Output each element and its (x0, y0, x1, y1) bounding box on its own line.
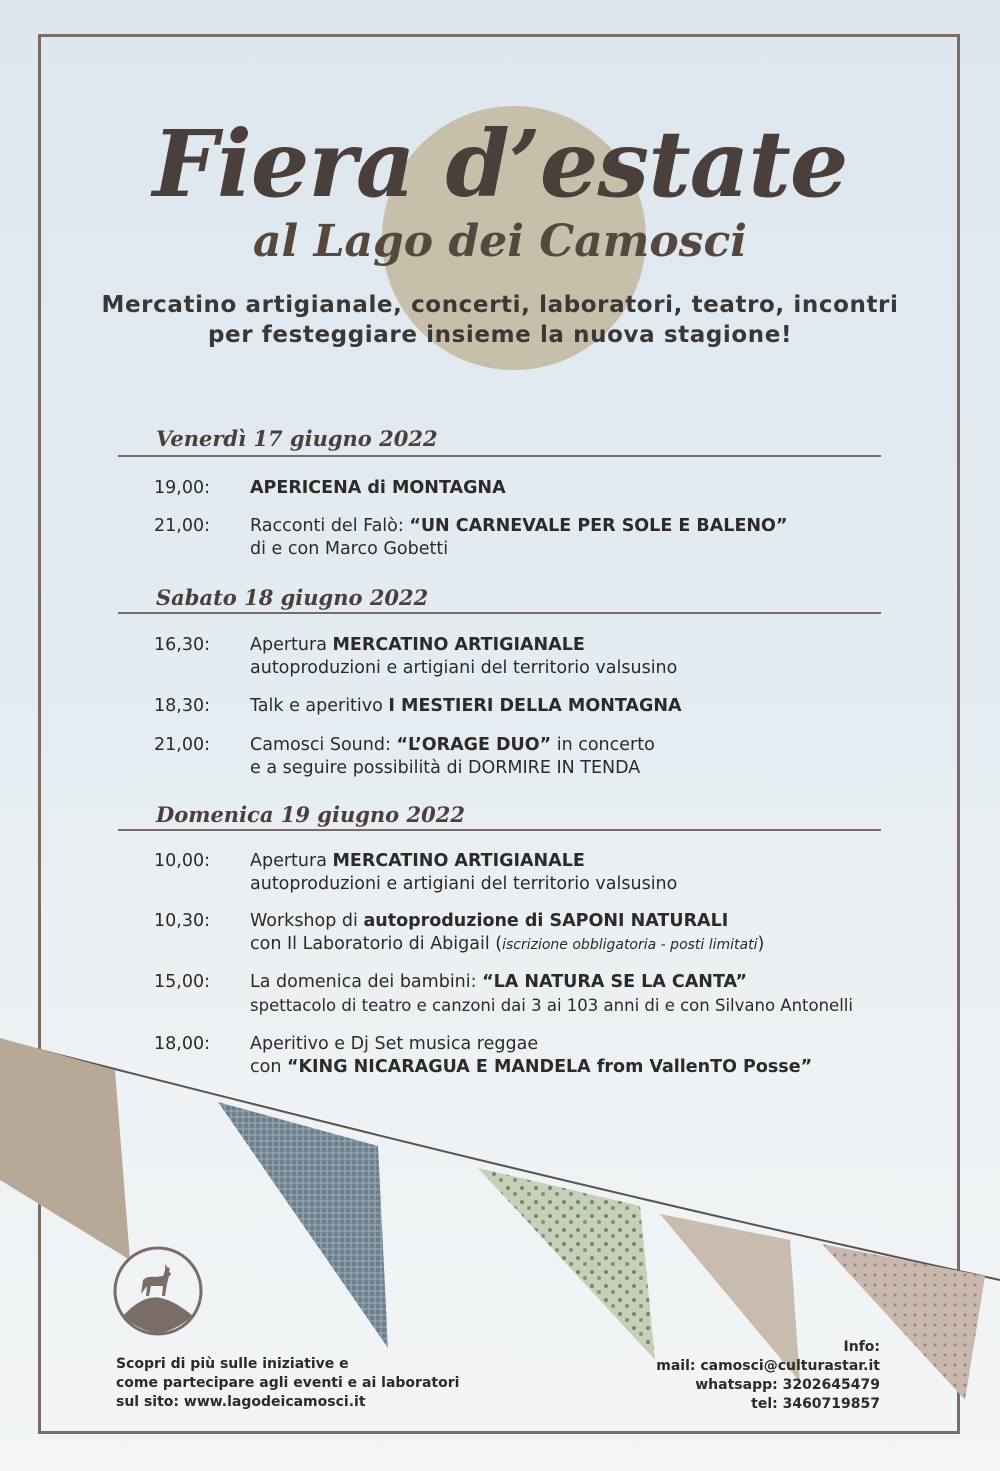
chamois-on-rock-icon (113, 1246, 203, 1336)
event-intro: Workshop di (250, 911, 364, 931)
event-description (250, 477, 910, 500)
footer-email: mail: camosci@culturastar.it (656, 1358, 880, 1374)
event-detail: autoproduzioni e artigiani del territorio valsusino (250, 658, 678, 678)
day-title-friday: Venerdì 17 giugno 2022 (156, 426, 438, 451)
event-time: 21,00: (154, 516, 210, 536)
footer-info-label: Info: (843, 1339, 880, 1355)
footer-contact-info (656, 1338, 880, 1414)
event-time: 15,00: (154, 972, 210, 992)
event-description (250, 634, 910, 680)
event-time: 21,00: (154, 735, 210, 755)
event-title: I MESTIERI DELLA MONTAGNA (388, 696, 682, 716)
event-intro: Apertura (250, 635, 333, 655)
footer-phone: tel: 3460719857 (751, 1396, 880, 1412)
event-intro: Aperitivo e Dj Set musica reggae (250, 1034, 539, 1054)
event-detail: e a seguire possibilità di DORMIRE IN TENDA (250, 758, 641, 778)
event-title: MERCATINO ARTIGIANALE (332, 851, 585, 871)
event-note-close: ) (757, 934, 765, 954)
footer-website-info (116, 1355, 459, 1412)
event-suffix: in concerto (551, 735, 655, 755)
poster-title: Fiera d’estate (152, 110, 848, 218)
event-description (250, 515, 910, 561)
event-description (250, 695, 910, 718)
event-title: MERCATINO ARTIGIANALE (332, 635, 585, 655)
event-time: 19,00: (154, 478, 210, 498)
event-detail: spettacolo di teatro e canzoni dai 3 ai 103 anni di e con Silvano Antonelli (250, 996, 853, 1015)
event-time: 18,30: (154, 696, 210, 716)
day-title-sunday: Domenica 19 giugno 2022 (156, 802, 465, 827)
event-time: 10,30: (154, 911, 210, 931)
footer-line: Scopri di più sulle iniziative e (116, 1356, 349, 1372)
event-title: “L’ORAGE DUO” (396, 735, 552, 755)
footer-whatsapp: whatsapp: 3202645479 (695, 1377, 880, 1393)
event-title: autoproduzione di SAPONI NATURALI (363, 911, 729, 931)
event-detail: con (250, 1057, 287, 1077)
flag-2 (218, 1102, 388, 1348)
flag-1 (0, 1038, 130, 1260)
event-title: “UN CARNEVALE PER SOLE E BALENO” (409, 516, 788, 536)
day-divider (118, 829, 881, 831)
poster-subtitle: al Lago dei Camosci (253, 216, 747, 267)
event-time: 16,30: (154, 635, 210, 655)
day-title-saturday: Sabato 18 giugno 2022 (156, 585, 429, 610)
event-title: “LA NATURA SE LA CANTA” (482, 972, 747, 992)
footer-line: come partecipare agli eventi e ai laboratori (116, 1375, 460, 1391)
event-detail: con Il Laboratorio di Abigail ( (250, 934, 503, 954)
event-intro: Racconti del Falò: (250, 516, 410, 536)
tagline (0, 290, 1000, 350)
day-divider (118, 612, 881, 614)
event-detail: di e con Marco Gobetti (250, 539, 449, 559)
footer-line: sul sito: www.lagodeicamosci.it (116, 1394, 366, 1410)
event-title: “KING NICARAGUA E MANDELA from VallenTO Posse” (286, 1057, 813, 1077)
event-title: APERICENA di MONTAGNA (250, 478, 506, 498)
tagline-line-2: per festeggiare insieme la nuova stagione! (207, 322, 793, 348)
event-intro: Apertura (250, 851, 333, 871)
event-note: iscrizione obbligatoria - posti limitati (502, 937, 758, 953)
event-intro: La domenica dei bambini: (250, 972, 483, 992)
event-time: 18,00: (154, 1034, 210, 1054)
event-description (250, 850, 910, 896)
flag-3 (478, 1168, 655, 1360)
event-time: 10,00: (154, 851, 210, 871)
event-description (250, 910, 910, 957)
event-detail: autoproduzioni e artigiani del territorio valsusino (250, 874, 678, 894)
event-intro: Talk e aperitivo (250, 696, 389, 716)
event-intro: Camosci Sound: (250, 735, 397, 755)
day-divider (118, 455, 881, 457)
event-description (250, 971, 910, 1018)
event-description (250, 734, 910, 780)
tagline-line-1: Mercatino artigianale, concerti, laboratori, teatro, incontri (101, 292, 899, 318)
